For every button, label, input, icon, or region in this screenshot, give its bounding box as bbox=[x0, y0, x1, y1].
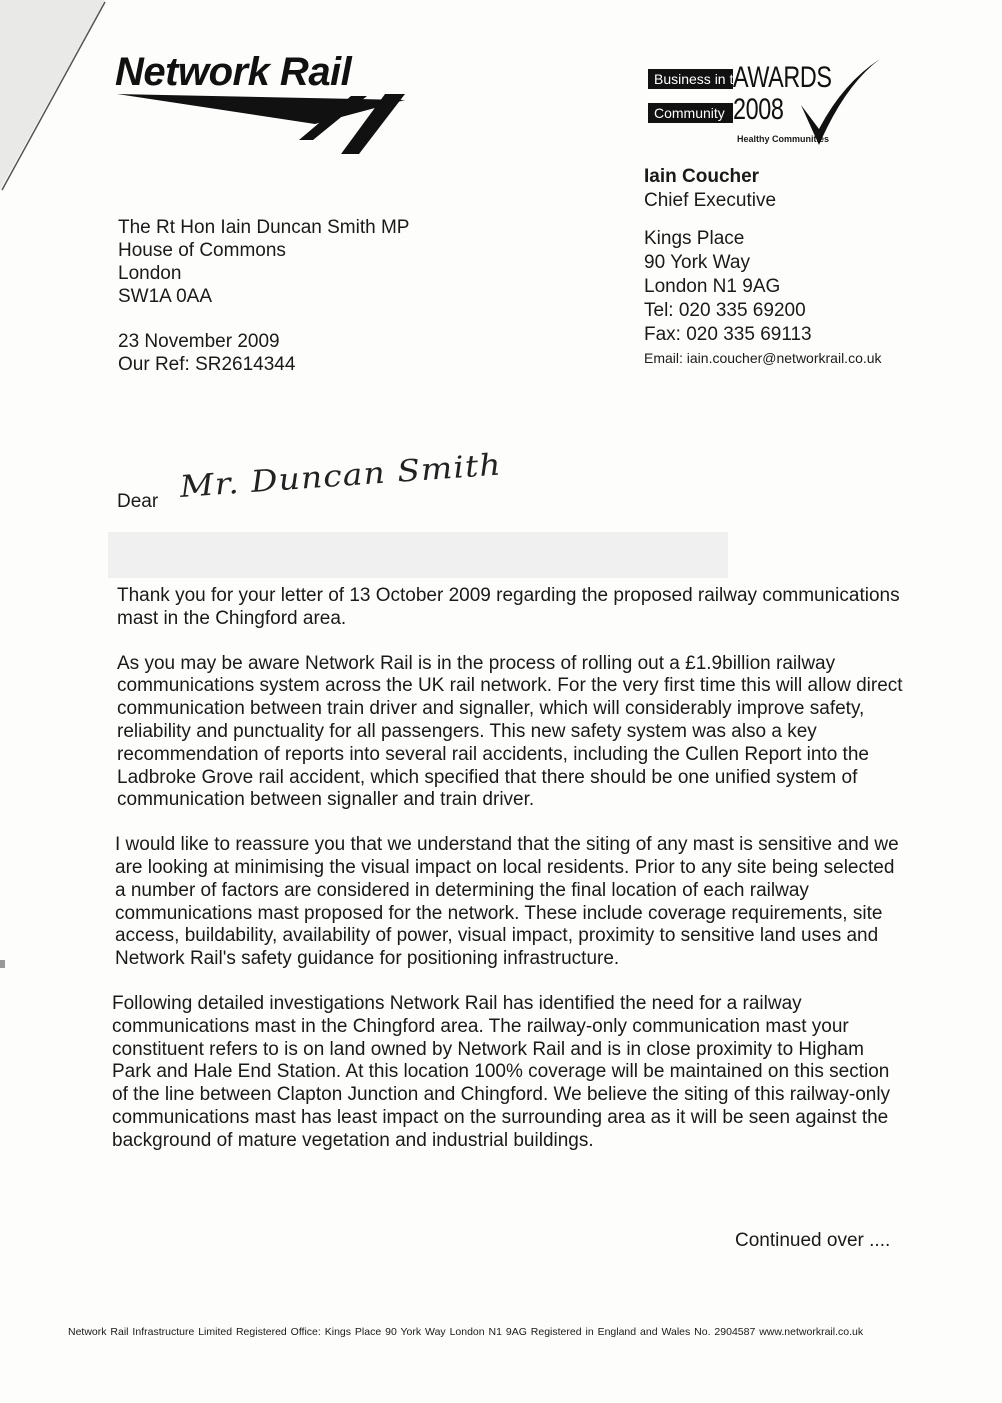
recipient-line: House of Commons bbox=[118, 240, 286, 261]
company-footer: Network Rail Infrastructure Limited Registered Office: Kings Place 90 York Way London N1 9AG Registered in England and Wales No. 2904587 www.networkrail.co.uk bbox=[68, 1326, 864, 1338]
body-paragraph: Thank you for your letter of 13 October 2009 regarding the proposed railway communications mast in the Chingford area. bbox=[117, 585, 900, 629]
recipient-line: SW1A 0AA bbox=[118, 286, 212, 307]
redacted-area bbox=[108, 532, 728, 578]
date-reference-block bbox=[118, 330, 295, 376]
handwritten-salutation-name: Mr. Duncan Smith bbox=[178, 447, 503, 505]
body-paragraph: I would like to reassure you that we understand that the siting of any mast is sensitive and we are looking at minimising the visual impact on local residents. Prior to any site being selected a number of factors are considered in determining the final location of each railway communications mast proposed for the network. These include coverage requirements, site access, buildability, availability of power, visual impact, proximity to sensitive land uses and Network Rail's safety guidance for positioning infrastructure. bbox=[115, 834, 899, 970]
letter-body bbox=[112, 585, 907, 1175]
logo-wordmark: Network Rail bbox=[115, 50, 352, 94]
continued-note: Continued over .... bbox=[735, 1230, 891, 1251]
sender-address-line: 90 York Way bbox=[644, 252, 750, 273]
network-rail-logo bbox=[115, 50, 415, 160]
sender-address-line: London N1 9AG bbox=[644, 276, 781, 297]
checkmark-icon bbox=[785, 55, 885, 150]
sender-fax: Fax: 020 335 69113 bbox=[644, 324, 812, 345]
sender-tel: Tel: 020 335 69200 bbox=[644, 300, 806, 321]
award-title: AWARDS bbox=[733, 61, 832, 94]
recipient-line: The Rt Hon Iain Duncan Smith MP bbox=[118, 217, 410, 238]
award-box-business: Business in the bbox=[648, 69, 733, 89]
award-subtitle: Healthy Communities bbox=[737, 134, 830, 144]
sender-title: Chief Executive bbox=[644, 190, 777, 211]
bitc-awards-logo bbox=[645, 55, 885, 150]
salutation-greeting: Dear bbox=[117, 491, 159, 512]
scan-fold-corner bbox=[0, 0, 110, 200]
award-year: 2008 bbox=[733, 93, 784, 126]
sender-address-line: Kings Place bbox=[644, 228, 745, 249]
logo-swoosh-icon bbox=[115, 90, 415, 160]
letter-date: 23 November 2009 bbox=[118, 331, 280, 352]
body-paragraph: Following detailed investigations Network Rail has identified the need for a railway communications mast in the Chingford area. The railway-only communication mast your constituent refers to is on land owned by Network Rail and is in close proximity to Higham Park and Hale End Station. At this location 100% coverage will be maintained on this section of the line between Clapton Junction and Chingford. We believe the siting of this railway-only communications mast has least impact on the surrounding area as it will be seen against the background of mature vegetation and industrial buildings. bbox=[112, 992, 891, 1151]
recipient-address bbox=[118, 216, 409, 308]
recipient-line: London bbox=[118, 263, 182, 284]
sender-block bbox=[644, 165, 882, 369]
scan-edge-mark bbox=[0, 960, 5, 968]
sender-name: Iain Coucher bbox=[644, 166, 760, 187]
sender-email: Email: iain.coucher@networkrail.co.uk bbox=[644, 350, 882, 366]
award-box-community: Community bbox=[648, 103, 733, 123]
body-paragraph: As you may be aware Network Rail is in the process of rolling out a £1.9billion railway communications system across the UK rail network. For the very first time this will allow direct communication between train driver and signaller, which will considerably improve safety, reliability and punctuality for all passengers. This new safety system was also a key recommendation of reports into several rail accidents, including the Cullen Report into the Ladbroke Grove rail accident, which specified that there should be one unified system of communication between signaller and train driver. bbox=[117, 652, 903, 811]
letter-reference: Our Ref: SR2614344 bbox=[118, 354, 296, 375]
